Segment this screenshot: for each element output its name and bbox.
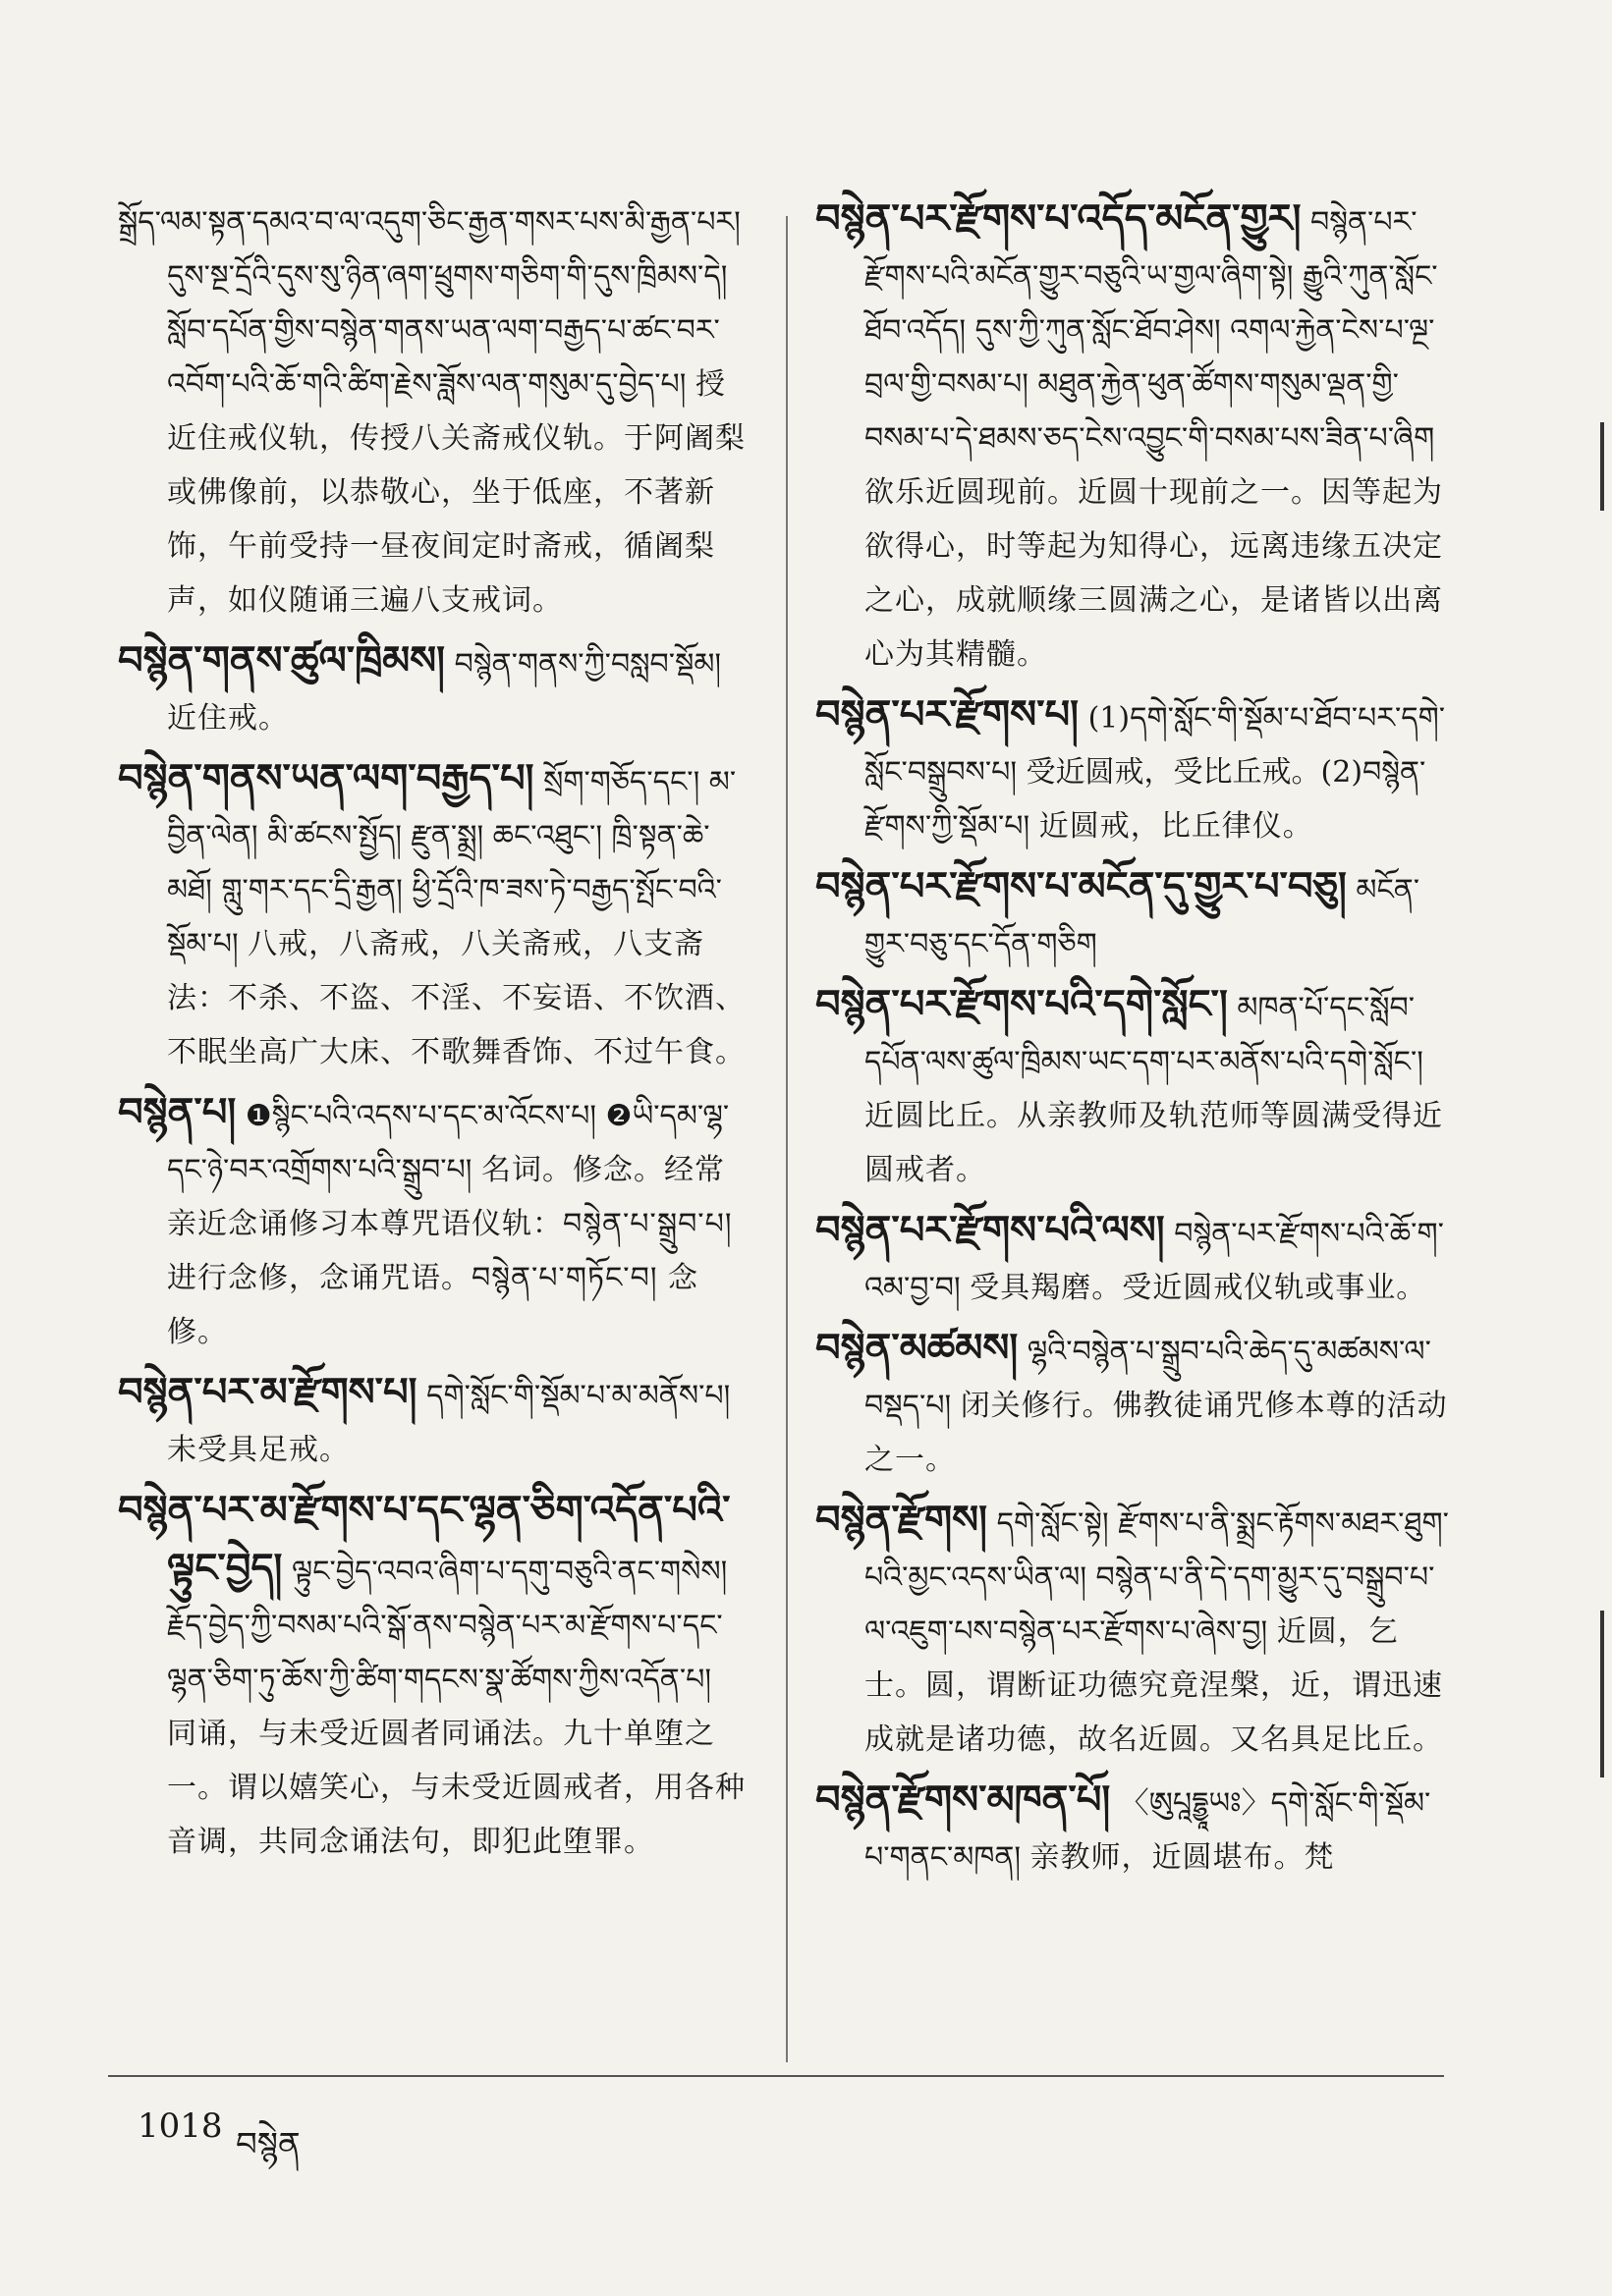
entry-chinese-gloss: 近圆，乞士。圆，谓断证功德究竟涅槃，近，谓迅速成就是诸功德，故名近圆。又名具足比丘。 [864,1614,1443,1757]
right-column [815,191,1449,1890]
dictionary-entry [815,191,1449,682]
entry-tibetan-definition: (1)དགེ་སློང་གི་སྡོམ་པ་ཐོབ་པར་དགེ་སློང་བསྒྲུབས་པ། 受近圆戒，受比丘戒。(2)བསྙེན་རྫོགས་ཀྱི་སྡོམ་པ། [864,701,1446,844]
entry-headword: བསྙེན་མཚམས། [815,1325,1019,1371]
entry-chinese-gloss: 近圆戒，比丘律仪。 [1038,809,1313,844]
dictionary-entry [118,1365,747,1477]
entry-headword: བསྙེན་པར་རྫོགས་པའི་ལས། [815,1207,1165,1253]
entry-tibetan-definition: མཁན་པོ་དང་སློབ་དཔོན་ལས་ཚུལ་ཁྲིམས་ཡང་དག་པར་མནོས་པའི་དགེ་སློང་། [864,991,1423,1079]
entry-tibetan-definition: དགེ་སློང་གི་སྡོམ་པ་མ་མནོས་པ། [426,1379,731,1413]
entry-tibetan-definition: ལྟུང་བྱེད་འབའ་ཞིག་པ་དགུ་བཅུའི་ནང་གསེས། རྗོད་བྱེད་ཀྱི་བསམ་པའི་སྒོ་ནས་བསྙེན་པར་མ་རྫོགས་པ་དང་ལྷན་ཅིག་ཏུ་ཆོས་ཀྱི་ཚིག་གདངས་སྣ་ཚོགས་ཀྱིས་འདོན་པ། [167,1555,728,1697]
entry-tibetan-definition: མངོན་གྱུར་བཅུ་དང་དོན་གཅིག [864,873,1420,961]
entry-headword: བསྙེན་པར་རྫོགས་པ་འདོད་མངོན་གྱུར། [815,195,1302,242]
entry-chinese-gloss: 授近住戒仪轨，传授八关斋戒仪轨。于阿阇梨或佛像前，以恭敬心，坐于低座，不著新饰，午前受持一昼夜间定时斋戒，循阇梨声，如仪随诵三遍八支戒词。 [167,367,746,618]
entry-tibetan-definition: 〈ཨུཔཱདྷྱཱཡཿ〉དགེ་སློང་གི་སྡོམ་པ་གནང་མཁན། [864,1786,1431,1875]
scan-edge-mark [1600,1611,1604,1777]
entry-headword: བསྙེན་རྫོགས་མཁན་པོ། [815,1777,1111,1823]
entry-headword: བསྙེན་གནས་ཡན་ལག་བརྒྱད་པ། [118,755,534,801]
entry-chinese-gloss: 欲乐近圆现前。近圆十现前之一。因等起为欲得心，时等起为知得心，远离违缘五决定之心，成就顺缘三圆满之心，是诸皆以出离心为其精髓。 [864,475,1443,672]
entry-headword: བསྙེན་གནས་ཚུལ་ཁྲིམས། [118,637,446,683]
entry-chinese-gloss: 近住戒。 [167,701,289,736]
entry-tibetan-definition: བསྙེན་གནས་ཀྱི་བསླབ་སྡོམ། [454,647,722,682]
entry-chinese-gloss: 名词。修念。经常亲近念诵修习本尊咒语仪轨：བསྙེན་པ་སྒྲུབ་པ། 进行念修，念诵咒语。བསྙེན་པ་གཏོང་བ། 念修。 [167,1153,733,1349]
dictionary-entry [815,977,1449,1197]
footer-rule [108,2075,1444,2077]
page-number: 1018 [138,2106,223,2146]
dictionary-entry [815,1321,1449,1487]
entry-headword: བསྙེན་པར་མ་རྫོགས་པ། [118,1369,417,1415]
entry-chinese-gloss: 八戒，八斋戒，八关斋戒，八支斋法：不杀、不盗、不淫、不妄语、不饮酒、不眠坐高广大床、不歌舞香饰、不过午食。 [167,927,746,1069]
running-head: བསྙེན [236,2125,301,2164]
dictionary-entry [815,1773,1449,1885]
dictionary-entry [815,1493,1449,1767]
dictionary-entry [118,1085,747,1359]
entry-chinese-gloss: 未受具足戒。 [167,1433,350,1467]
scan-edge-mark [1600,422,1604,511]
dictionary-entry [815,687,1449,853]
entry-tibetan-definition: བསྙེན་པར་རྫོགས་པའི་ཆོ་ག་འམ་བྱ་བ། [864,1217,1444,1305]
dictionary-entry [118,633,747,745]
entry-headword: བསྙེན་པ། [118,1089,237,1135]
column-divider [786,216,788,2062]
entry-chinese-gloss: 闭关修行。佛教徒诵咒修本尊的活动之一。 [864,1389,1448,1477]
entry-headword: བསྙེན་པར་མ་རྫོགས་པ་དང་ལྷན་ཅིག་འདོན་པའི་ལྟུང་བྱེད། [118,1487,731,1591]
entry-headword: བསྙེན་པར་རྫོགས་པ། [815,691,1080,738]
dictionary-entry [118,1483,747,1869]
entry-headword: བསྙེན་པར་རྫོགས་པ་མངོན་དུ་གྱུར་པ་བཅུ། [815,863,1347,909]
entry-chinese-gloss: 近圆比丘。从亲教师及轨范师等圆满受得近圆戒者。 [864,1099,1443,1187]
entry-chinese-gloss: 亲教师，近圆堪布。梵 [1029,1840,1335,1875]
dictionary-entry [815,859,1449,971]
dictionary-entry [815,1203,1449,1315]
entry-headword: བསྙེན་པར་རྫོགས་པའི་དགེ་སློང་། [815,981,1228,1027]
entry-headword: བསྙེན་རྫོགས། [815,1497,988,1543]
entry-tibetan-definition: བསྙེན་པར་རྫོགས་པའི་མངོན་གྱུར་བཅུའི་ཡ་གྱལ་ཞིག་སྟེ། རྒྱུའི་ཀུན་སློང་ཐོབ་འདོད། དུས་ཀྱི་ཀུན་སློང་ཐོབ་ཤེས། འགལ་རྐྱེན་ངེས་པ་ལྔ་བྲལ་གྱི་བསམ་པ། མཐུན་རྐྱེན་ཕུན་ཚོགས་གསུམ་ལྡན་གྱི་བསམ་པ་དེ་ཐམས་ཅད་ངེས་འབྱུང་གི་བསམ་པས་ཟིན་པ་ཞིག [864,205,1438,456]
dictionary-entry [118,191,747,628]
dictionary-entry [118,751,747,1079]
left-column [118,191,747,1875]
entry-tibetan-definition: སྲོག་གཅོད་དང་། མ་བྱིན་ལེན། མི་ཚངས་སྤྱོད། རྫུན་སྨྲ། ཆང་འཐུང་། ཁྲི་སྟན་ཆེ་མཐོ། གླུ་གར་དང་དྲི་རྒྱན། ཕྱི་དྲོའི་ཁ་ཟས་ཏེ་བརྒྱད་སྤོང་བའི་སྡོམ་པ། [167,765,737,961]
entry-chinese-gloss: 同诵，与未受近圆者同诵法。九十单堕之一。谓以嬉笑心，与未受近圆戒者，用各种音调，共同念诵法句，即犯此堕罪。 [167,1717,746,1859]
entry-tibetan-definition: ལྷའི་བསྙེན་པ་སྒྲུབ་པའི་ཆེད་དུ་མཚམས་ལ་བསྡད་པ། [864,1335,1431,1423]
entry-tibetan-definition: སྒྲོད་ལམ་སྟན་དམའ་བ་ལ་འདུག་ཅིང་རྒྱན་གསར་པས་མི་རྒྱན་པར། དུས་སྔ་དྲོའི་དུས་སུ་ཉིན་ཞག་ཕྲུགས་གཅིག་གི་དུས་ཁྲིམས་དེ། སློབ་དཔོན་གྱིས་བསྙེན་གནས་ཡན་ལག་བརྒྱད་པ་ཚང་བར་འབོག་པའི་ཆོ་གའི་ཚིག་རྗེས་ཟློས་ལན་གསུམ་དུ་བྱེད་པ། [118,205,741,402]
entry-tibetan-definition: ❶སྙིང་པའི་འདས་པ་དང་མ་འོངས་པ། ❷ཡི་དམ་ལྷ་དང་ཉེ་བར་འགྲོགས་པའི་སྒྲུབ་པ། [167,1099,730,1187]
entry-tibetan-definition: དགེ་སློང་སྟེ། རྫོགས་པ་ནི་སྨྲང་རྟོགས་མཐར་ཐུག་པའི་མྱང་འདས་ཡིན་ལ། བསྙེན་པ་ནི་དེ་དག་མྱུར་དུ་བསྒྲུབ་པ་ལ་འཇུག་པས་བསྙེན་པར་རྫོགས་པ་ཞེས་བྱ། [864,1506,1449,1649]
entry-chinese-gloss: 受具羯磨。受近圆戒仪轨或事业。 [970,1271,1427,1305]
